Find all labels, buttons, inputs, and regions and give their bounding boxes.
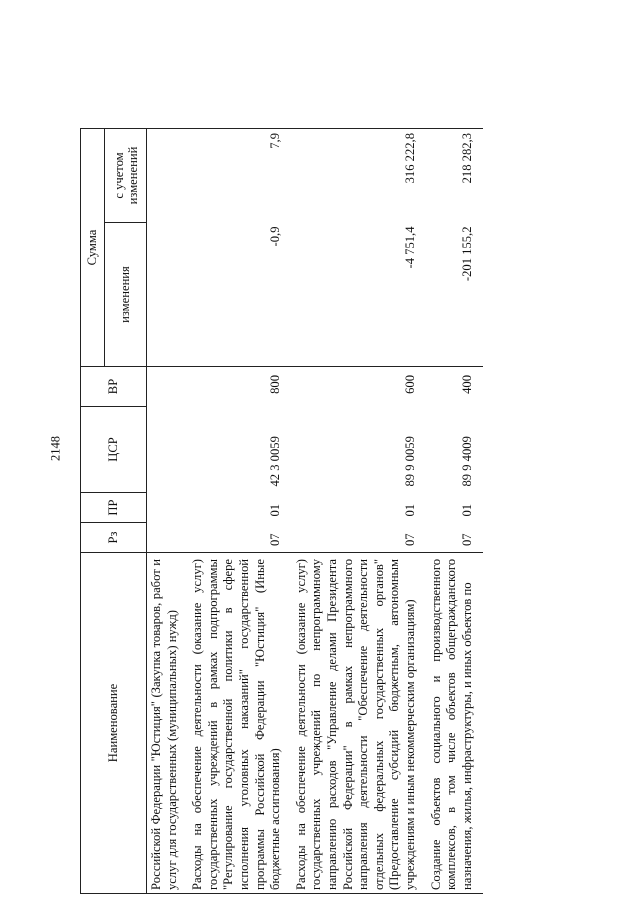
table-row	[427, 129, 484, 894]
row-rz: 07	[188, 523, 292, 553]
row-csr	[147, 407, 189, 493]
table-row	[188, 129, 292, 894]
row-total	[147, 129, 189, 223]
row-pr: 01	[459, 503, 474, 517]
row-rz: 07	[292, 523, 427, 553]
row-change	[147, 223, 189, 367]
row-rz	[147, 523, 189, 553]
row-csr: 89 9 4009	[459, 436, 474, 487]
row-rz: 07	[427, 523, 484, 553]
table-row	[292, 129, 427, 894]
row-vr: 600	[402, 375, 417, 394]
row-name: Российской Федерации "Юстиция" (Закупка товаров, работ и услуг для государственных (муниципальных) нужд)	[147, 553, 189, 894]
row-vr	[147, 367, 189, 407]
header-csr: ЦСР	[81, 407, 147, 493]
header-pr: ПР	[81, 493, 147, 523]
row-pr: 01	[402, 503, 417, 517]
header-with-changes: с учетом изменений	[105, 129, 147, 223]
page-number: 2148	[48, 436, 63, 461]
row-total: 7,9	[188, 129, 292, 223]
header-name: Наименование	[81, 553, 147, 894]
row-name: Создание объектов социального и производственного комплексов, в том числе объектов общегражданского назначения, жилья, инфраструктуры, и иных объектов по	[427, 553, 484, 894]
row-change: -4 751,4	[292, 223, 427, 367]
row-change: -0,9	[188, 223, 292, 367]
row-pr: 01	[268, 503, 283, 517]
row-pr	[147, 493, 189, 523]
row-total: 218 282,3	[427, 129, 484, 223]
header-changes: изменения	[105, 223, 147, 367]
row-name: Расходы на обеспечение деятельности (оказание услуг) государственных учреждений по непрограммному направлению расходов "Управление делами Президента Российской Федерации" в рамках непрограммного направления деятельности "Обеспечение деятельности отдельных федеральных государственных органов" (Предоставление субсидий бюджетным, автономным учреждениям и иным некоммерческим организациям)	[292, 553, 427, 894]
row-vr: 800	[268, 375, 283, 394]
row-csr: 89 9 0059	[402, 436, 417, 487]
rotated-sheet	[72, 0, 640, 905]
header-sum: Сумма	[81, 129, 105, 367]
row-change: -201 155,2	[427, 223, 484, 367]
row-vr: 400	[459, 375, 474, 394]
header-rz: Рз	[81, 523, 147, 553]
table-row	[147, 129, 189, 894]
row-csr: 42 3 0059	[268, 436, 283, 487]
budget-table	[80, 128, 483, 894]
row-name: Расходы на обеспечение деятельности (оказание услуг) государственных учреждений в рамках подпрограммы "Регулирование государственной политики в сфере исполнения уголовных наказаний" государственной программы Российской Федерации "Юстиция" (Иные бюджетные ассигнования)	[188, 553, 292, 894]
header-vr: ВР	[81, 367, 147, 407]
row-total: 316 222,8	[292, 129, 427, 223]
